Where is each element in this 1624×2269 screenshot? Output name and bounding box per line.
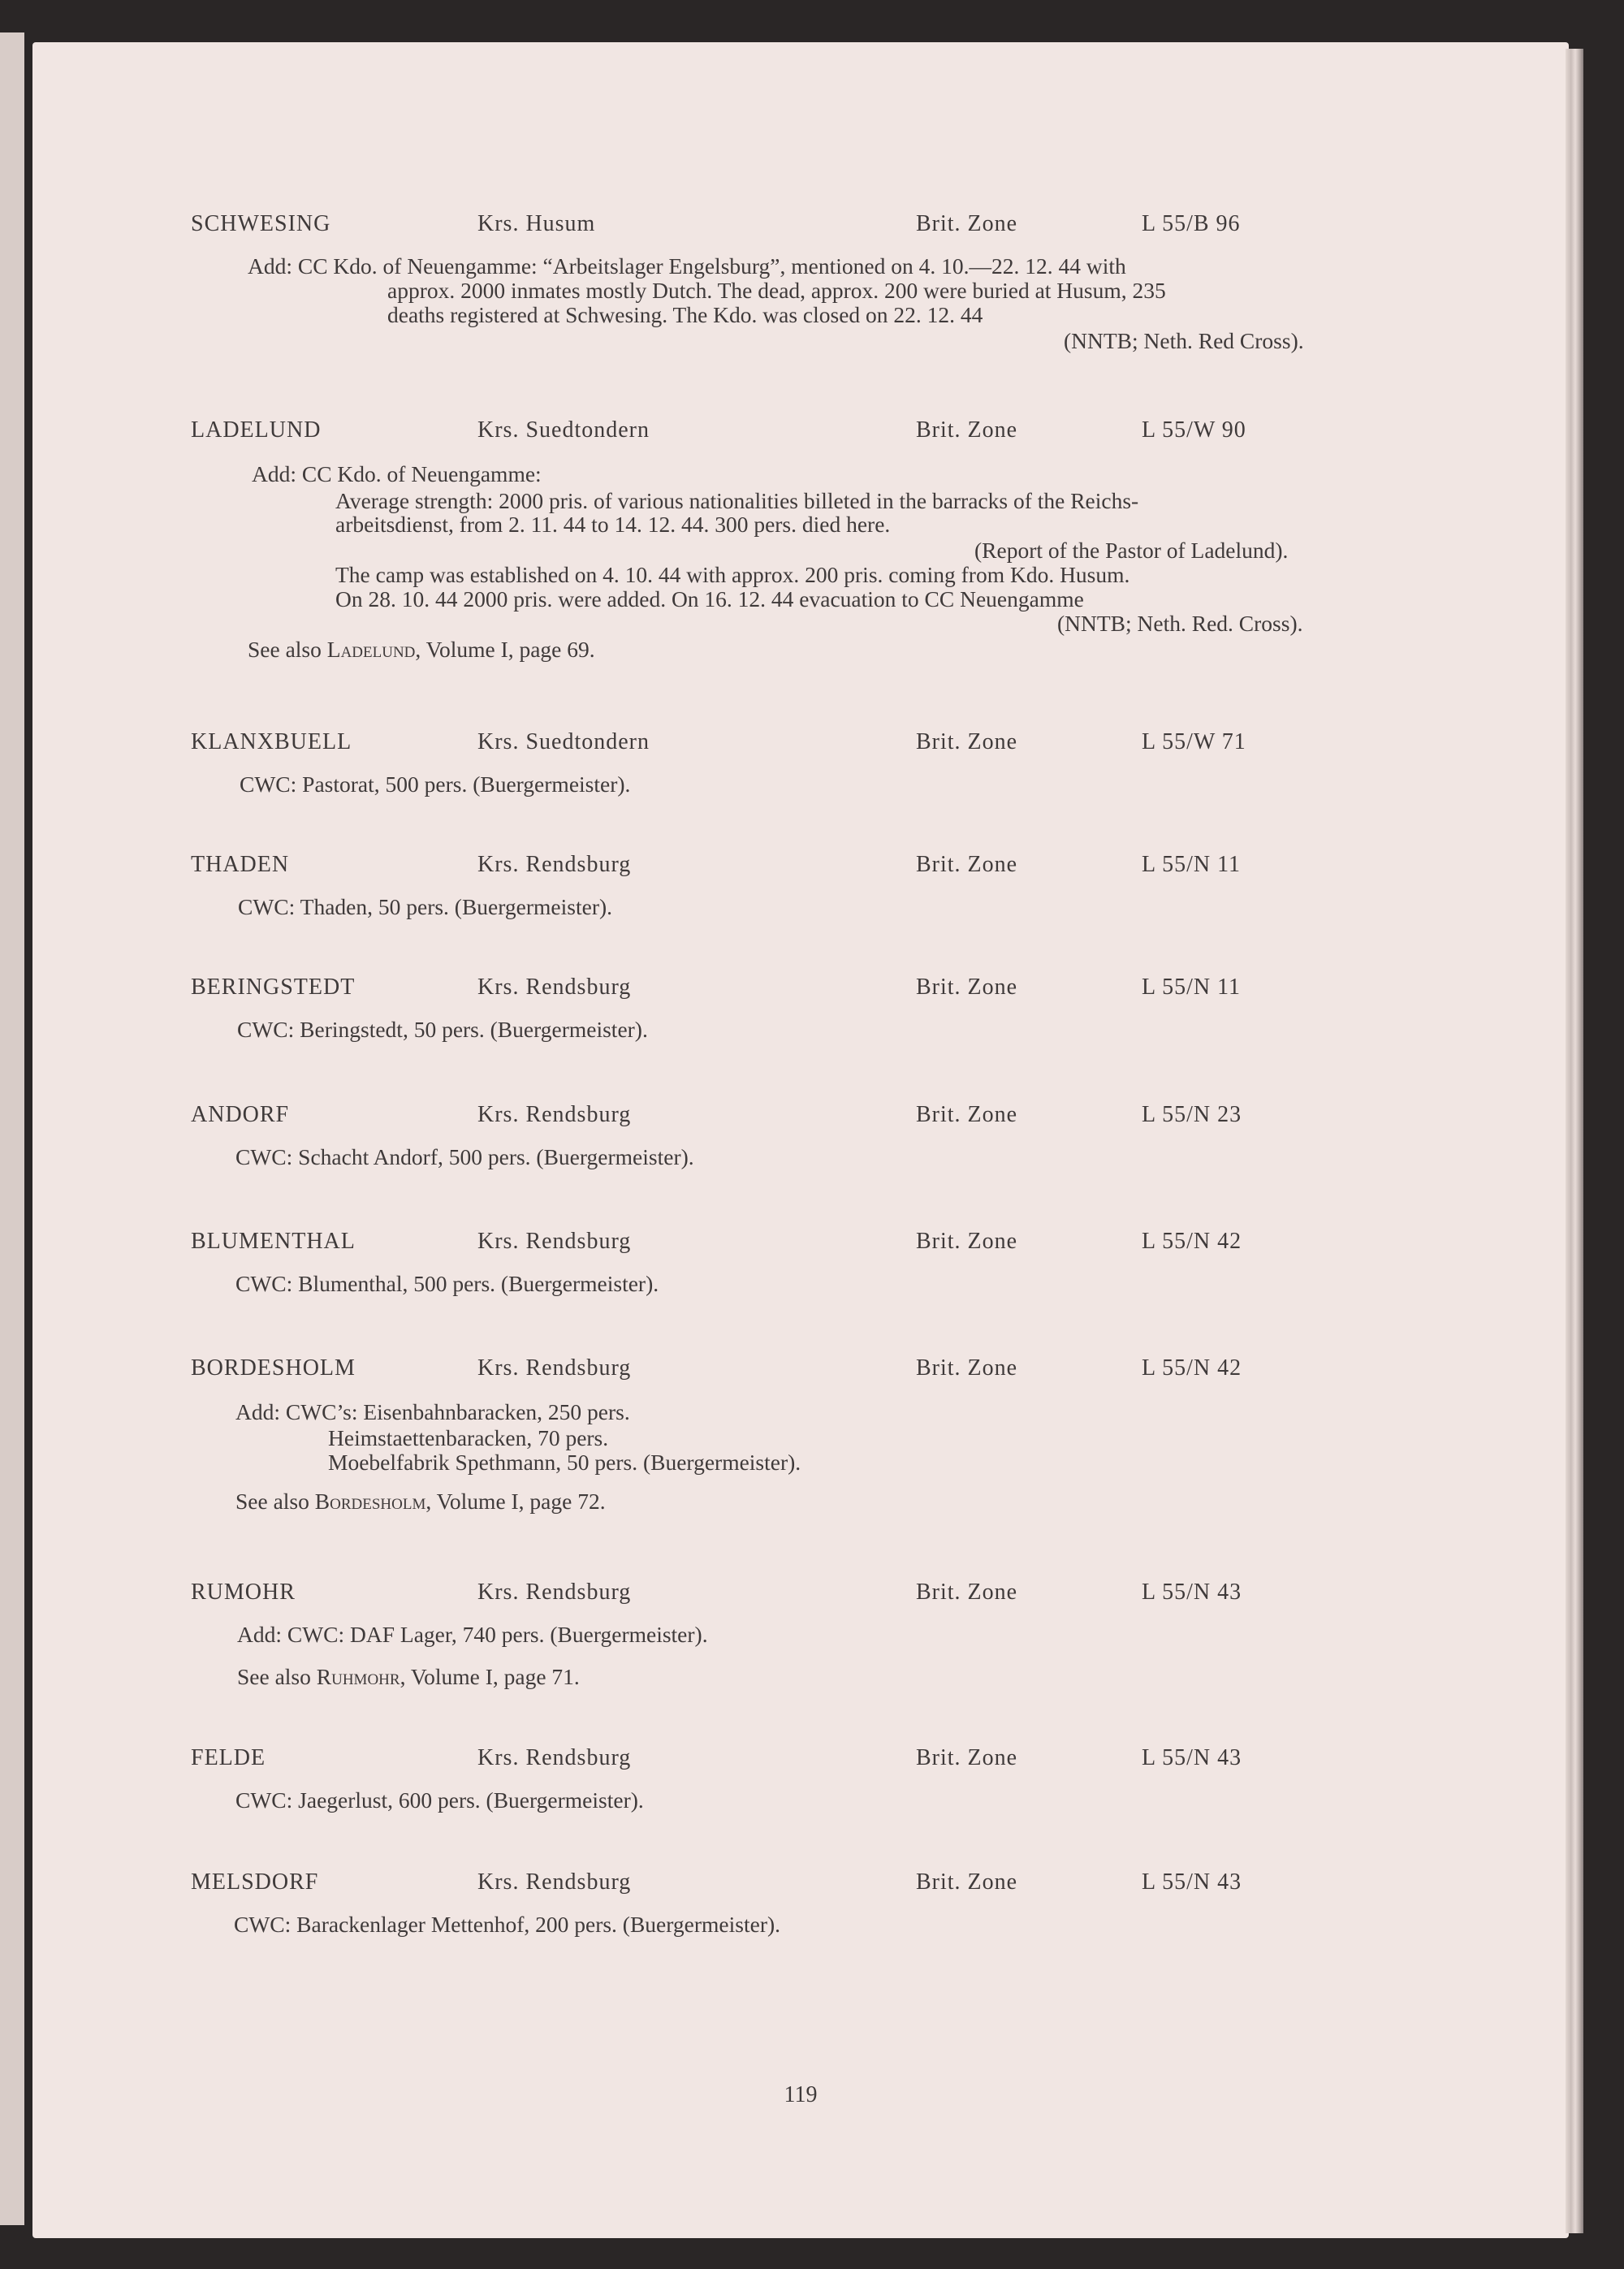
entry-line: Heimstaettenbaracken, 70 pers.	[328, 1425, 609, 1450]
map-reference: L 55/N 43	[1142, 1580, 1242, 1605]
entry-header	[32, 729, 1569, 765]
entry-line: CWC: Thaden, 50 pers. (Buergermeister).	[238, 894, 613, 919]
district: Krs. Rendsburg	[477, 852, 632, 877]
entry-line: CWC: Schacht Andorf, 500 pers. (Buergermeister).	[235, 1144, 694, 1169]
district: Krs. Rendsburg	[477, 1580, 632, 1605]
entry-line: Add: CWC’s: Eisenbahnbaracken, 250 pers.	[235, 1399, 630, 1424]
district: Krs. Rendsburg	[477, 1229, 632, 1254]
entry-line: The camp was established on 4. 10. 44 with approx. 200 pris. coming from Kdo. Husum.	[335, 562, 1130, 587]
zone: Brit. Zone	[916, 1869, 1018, 1895]
entry-line: approx. 2000 inmates mostly Dutch. The dead, approx. 200 were buried at Husum, 235	[387, 278, 1166, 303]
entry-line: CWC: Barackenlager Mettenhof, 200 pers. (Buergermeister).	[234, 1912, 781, 1937]
entry-klanxbuell	[32, 729, 1569, 797]
entry-line: Moebelfabrik Spethmann, 50 pers. (Buergermeister).	[328, 1450, 801, 1475]
entry-line: Add: CC Kdo. of Neuengamme:	[252, 461, 542, 486]
entry-header	[32, 1102, 1569, 1138]
entry-andorf	[32, 1102, 1569, 1169]
place-name: THADEN	[191, 852, 290, 877]
place-name: BORDESHOLM	[191, 1355, 356, 1381]
source-citation: (Report of the Pastor of Ladelund).	[974, 538, 1289, 563]
see-also: See also Ruhmohr, Volume I, page 71.	[237, 1664, 580, 1689]
zone: Brit. Zone	[916, 729, 1018, 754]
place-name: SCHWESING	[191, 211, 331, 236]
entry-beringstedt	[32, 975, 1569, 1042]
map-reference: L 55/N 42	[1142, 1229, 1242, 1254]
place-name: BLUMENTHAL	[191, 1229, 356, 1254]
map-reference: L 55/N 43	[1142, 1745, 1242, 1770]
district: Krs. Rendsburg	[477, 1102, 632, 1127]
entry-line: Average strength: 2000 pris. of various nationalities billeted in the barracks of the Reichs-	[335, 488, 1139, 513]
zone: Brit. Zone	[916, 975, 1018, 1000]
place-name: MELSDORF	[191, 1869, 319, 1895]
district: Krs. Rendsburg	[477, 1745, 632, 1770]
map-reference: L 55/N 43	[1142, 1869, 1242, 1895]
entry-blumenthal	[32, 1229, 1569, 1296]
map-reference: L 55/W 90	[1142, 417, 1246, 443]
entry-ladelund	[32, 417, 1569, 662]
map-reference: L 55/N 42	[1142, 1355, 1242, 1381]
zone: Brit. Zone	[916, 1229, 1018, 1254]
zone: Brit. Zone	[916, 852, 1018, 877]
entry-line: Add: CWC: DAF Lager, 740 pers. (Buergermeister).	[237, 1622, 708, 1647]
entry-header	[32, 211, 1569, 247]
entry-header	[32, 417, 1569, 453]
document-page	[32, 42, 1569, 2238]
place-name: ANDORF	[191, 1102, 290, 1127]
entry-header	[32, 1869, 1569, 1905]
place-name: BERINGSTEDT	[191, 975, 356, 1000]
zone: Brit. Zone	[916, 1745, 1018, 1770]
source-citation: (NNTB; Neth. Red Cross).	[1064, 328, 1304, 353]
map-reference: L 55/N 11	[1142, 975, 1242, 1000]
see-also: See also Ladelund, Volume I, page 69.	[248, 637, 595, 662]
district: Krs. Suedtondern	[477, 417, 650, 443]
place-name: KLANXBUELL	[191, 729, 352, 754]
zone: Brit. Zone	[916, 211, 1018, 236]
entry-line: On 28. 10. 44 2000 pris. were added. On 16. 12. 44 evacuation to CC Neuengamme	[335, 586, 1084, 612]
entry-header	[32, 1580, 1569, 1615]
entry-thaden	[32, 852, 1569, 919]
place-name: LADELUND	[191, 417, 322, 443]
district: Krs. Rendsburg	[477, 1869, 632, 1895]
entry-header	[32, 1355, 1569, 1391]
entry-header	[32, 852, 1569, 888]
entry-line: deaths registered at Schwesing. The Kdo. was closed on 22. 12. 44	[387, 302, 983, 327]
district: Krs. Husum	[477, 211, 596, 236]
entry-line: CWC: Beringstedt, 50 pers. (Buergermeister).	[237, 1017, 648, 1042]
entry-line: Add: CC Kdo. of Neuengamme: “Arbeitslager Engelsburg”, mentioned on 4. 10.—22. 12. 44 with	[248, 253, 1126, 279]
entry-header	[32, 1745, 1569, 1781]
entry-header	[32, 975, 1569, 1010]
zone: Brit. Zone	[916, 1102, 1018, 1127]
page-number: 119	[784, 2082, 818, 2107]
map-reference: L 55/W 71	[1142, 729, 1246, 754]
map-reference: L 55/N 23	[1142, 1102, 1242, 1127]
entry-felde	[32, 1745, 1569, 1813]
map-reference: L 55/B 96	[1142, 211, 1241, 236]
district: Krs. Rendsburg	[477, 975, 632, 1000]
zone: Brit. Zone	[916, 1355, 1018, 1381]
left-page-edge	[0, 32, 24, 2225]
district: Krs. Suedtondern	[477, 729, 650, 754]
entry-schwesing	[32, 211, 1569, 353]
right-page-edge	[1566, 49, 1583, 2233]
entry-line: arbeitsdienst, from 2. 11. 44 to 14. 12. 44. 300 pers. died here.	[335, 512, 891, 537]
entry-line: CWC: Jaegerlust, 600 pers. (Buergermeister).	[235, 1787, 644, 1813]
map-reference: L 55/N 11	[1142, 852, 1242, 877]
place-name: FELDE	[191, 1745, 266, 1770]
entry-rumohr	[32, 1580, 1569, 1689]
source-citation: (NNTB; Neth. Red. Cross).	[1057, 611, 1303, 636]
see-also: See also Bordesholm, Volume I, page 72.	[235, 1489, 606, 1514]
district: Krs. Rendsburg	[477, 1355, 632, 1381]
entry-bordesholm	[32, 1355, 1569, 1514]
entry-header	[32, 1229, 1569, 1264]
entry-melsdorf	[32, 1869, 1569, 1937]
place-name: RUMOHR	[191, 1580, 296, 1605]
zone: Brit. Zone	[916, 417, 1018, 443]
zone: Brit. Zone	[916, 1580, 1018, 1605]
entry-line: CWC: Blumenthal, 500 pers. (Buergermeister).	[235, 1271, 659, 1296]
entry-line: CWC: Pastorat, 500 pers. (Buergermeister).	[240, 771, 631, 797]
